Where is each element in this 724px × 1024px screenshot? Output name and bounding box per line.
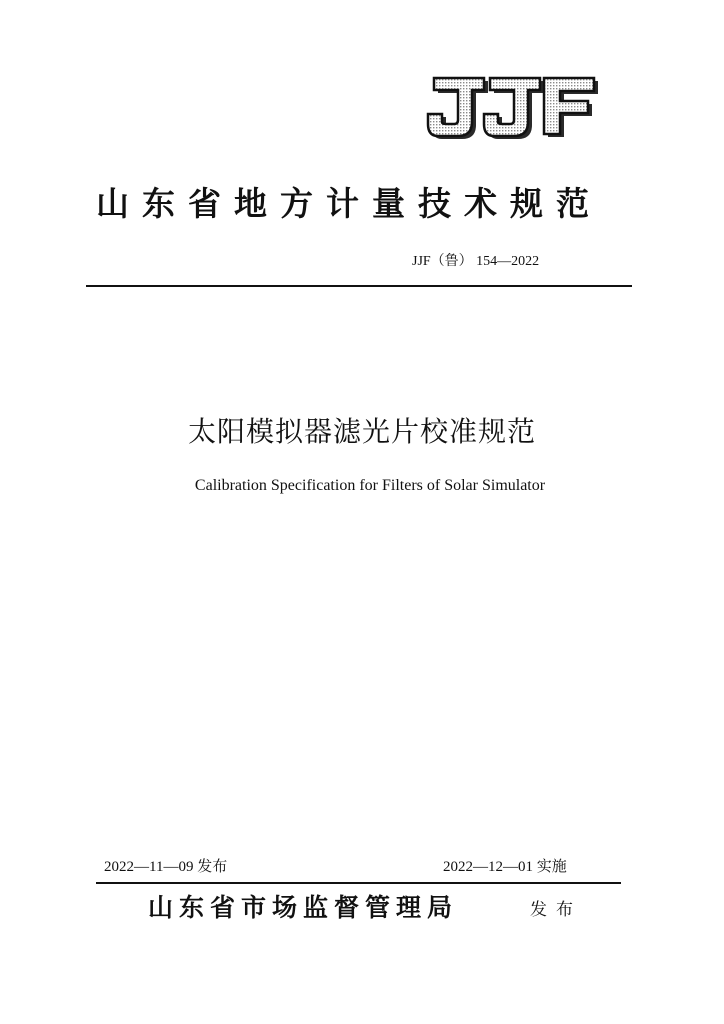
effective-date: 2022—12—01 实施 xyxy=(443,859,567,875)
series-title: 山东省地方计量技术规范 xyxy=(96,184,602,223)
standard-number: JJF（鲁） 154—2022 xyxy=(412,254,540,269)
issue-date: 2022—11—09 发布 xyxy=(104,859,228,875)
top-divider xyxy=(86,285,632,287)
publisher-name: 山东省市场监督管理局 xyxy=(148,893,459,922)
bottom-divider xyxy=(96,882,621,884)
jjf-logo-icon xyxy=(424,70,602,140)
jjf-logo-graphic xyxy=(424,70,602,140)
publish-label: 发布 xyxy=(530,900,582,920)
document-title-en: Calibration Specification for Filters of Solar Simulator xyxy=(194,477,546,494)
document-title-zh: 太阳模拟器滤光片校准规范 xyxy=(187,415,536,448)
